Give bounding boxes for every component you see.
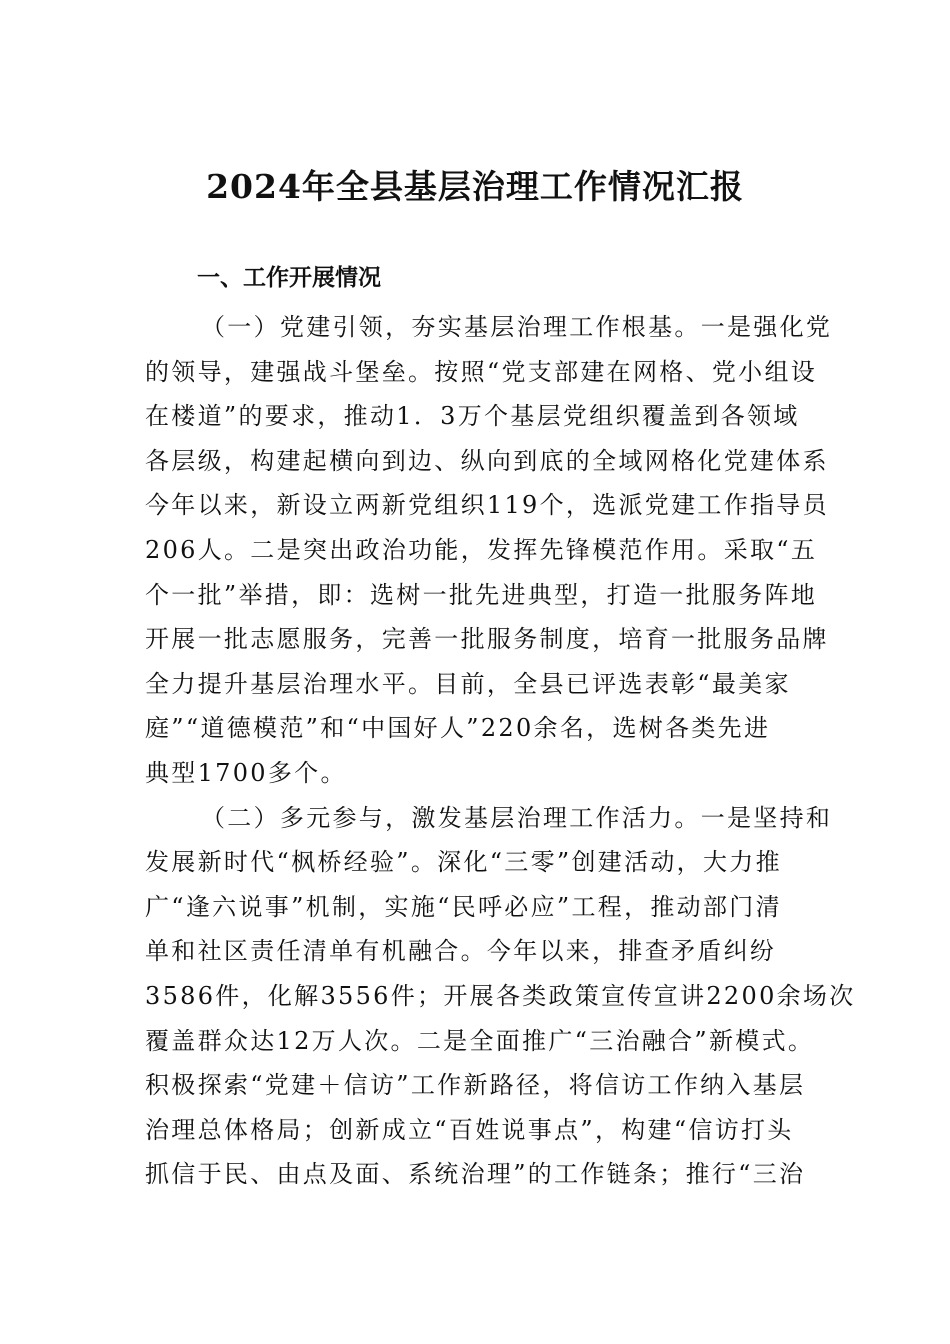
paragraph-line: 各层级，构建起横向到边、纵向到底的全域网格化党建体系: [145, 446, 829, 475]
paragraph-line: 积极探索“党建＋信访”工作新路径，将信访工作纳入基层: [145, 1071, 806, 1100]
paragraph-line: 覆盖群众达12万人次。二是全面推广“三治融合”新模式。: [145, 1026, 815, 1055]
paragraph-line: 3586件，化解3556件；开展各类政策宣传宣讲2200余场次: [145, 981, 856, 1010]
paragraph-line: 单和社区责任清单有机融合。今年以来，排查矛盾纠纷: [145, 937, 777, 966]
document-title: 2024年全县基层治理工作情况汇报: [206, 167, 744, 206]
paragraph-line: 今年以来，新设立两新党组织119个，选派党建工作指导员: [145, 491, 829, 520]
paragraph-line: 206人。二是突出政治功能，发挥先锋模范作用。采取“五: [145, 535, 818, 564]
paragraph-line: 个一批”举措，即：选树一批先进典型，打造一批服务阵地: [145, 580, 818, 609]
paragraph-line: （一）党建引领，夯实基层治理工作根基。一是强化党: [201, 313, 833, 341]
paragraph-line: 抓信于民、由点及面、系统治理”的工作链条；推行“三治: [145, 1160, 806, 1189]
paragraph-line: 治理总体格局；创新成立“百姓说事点”，构建“信访打头: [145, 1115, 794, 1144]
paragraph-line: 的领导，建强战斗堡垒。按照“党支部建在网格、党小组设: [145, 357, 818, 386]
paragraph-line: 庭”“道德模范”和“中国好人”220余名，选树各类先进: [145, 714, 771, 743]
paragraph-line: （二）多元参与，激发基层治理工作活力。一是坚持和: [201, 803, 833, 832]
paragraph-line: 典型1700多个。: [145, 758, 347, 787]
paragraph-line: 开展一批志愿服务，完善一批服务制度，培育一批服务品牌: [145, 625, 829, 654]
paragraph-line: 全力提升基层治理水平。目前，全县已评选表彰“最美家: [145, 669, 791, 698]
body-text: [145, 305, 856, 1197]
paragraph-line: 发展新时代“枫桥经验”。深化“三零”创建活动，大力推: [145, 848, 782, 877]
section-heading: 一、工作开展情况: [197, 265, 381, 291]
paragraph-line: 广“逢六说事”机制，实施“民呼必应”工程，推动部门清: [145, 892, 782, 921]
paragraph-line: 在楼道”的要求，推动1．3万个基层党组织覆盖到各领域: [145, 402, 800, 431]
